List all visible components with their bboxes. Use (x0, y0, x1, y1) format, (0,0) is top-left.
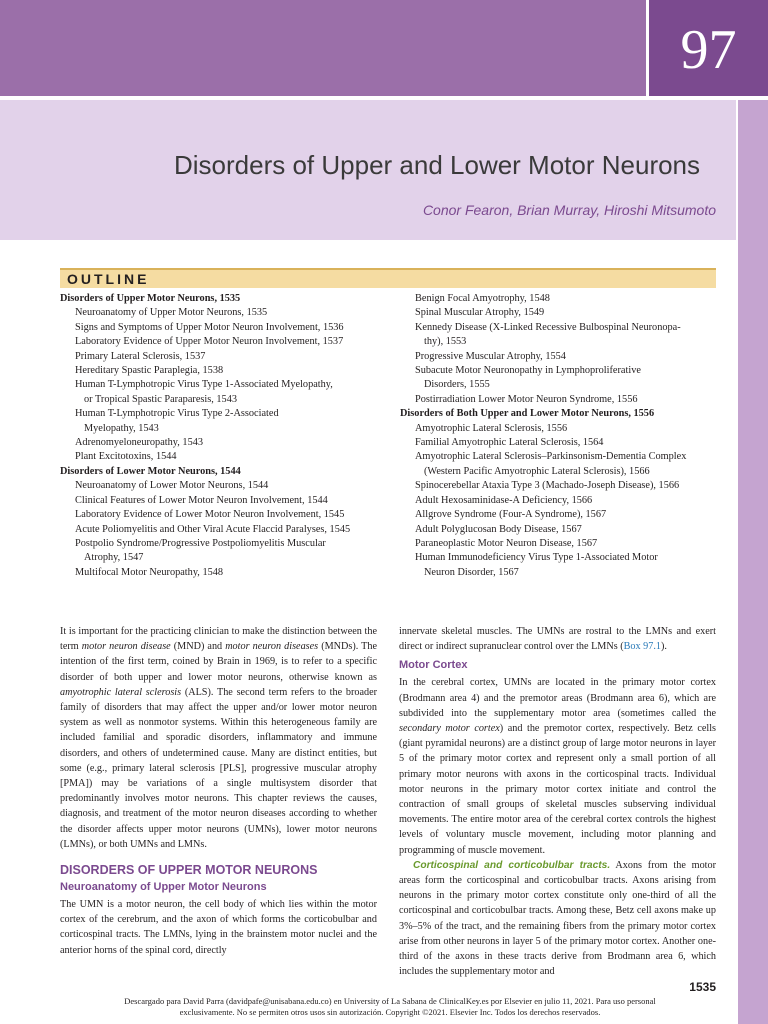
outline-right-column (400, 292, 716, 580)
body-left-column (60, 624, 377, 958)
outline-entry[interactable]: Laboratory Evidence of Lower Motor Neuron Involvement, 1545 (75, 509, 345, 521)
chapter-number: 97 (680, 19, 737, 81)
outline-left-column (60, 292, 390, 580)
outline-entry[interactable]: Laboratory Evidence of Upper Motor Neuron Involvement, 1537 (75, 336, 344, 348)
outline-entry[interactable]: Adult Hexosaminidase-A Deficiency, 1566 (415, 494, 593, 506)
outline-header-bar (60, 268, 716, 288)
intro-paragraph: It is important for the practicing clinician to make the distinction between the term motor neuron disease (MND) and motor neuron diseases (MNDs). The intention of the first term, coined by Brain in 1969, is to refer to a specific disorder of both upper and lower motor neurons, otherwise known as amyotrophic lateral sclerosis (ALS). The second term refers to the broader family of disorders that may affect the upper and/or lower motor neuron system as well as nonmotor systems. Within this heterogeneous family are included familial and sporadic disorders, inflammatory and immune disorders, and others of undetermined cause. Many are distinct entities, but some (e.g., primary lateral sclerosis [PLS], progressive muscular atrophy [PMA]) may be variations of a single multisystem disorder that predominantly involves motor neurons. This chapter reviews the causes, diagnosis, and treatment of the motor neuron diseases according to whether the disorder affects upper motor neurons (UMNs), lower motor neurons (LMNs), or both UMNs and LMNs. (60, 626, 377, 850)
outline-entry[interactable]: Spinocerebellar Ataxia Type 3 (Machado-Joseph Disease), 1566 (415, 480, 680, 492)
outline-entry[interactable]: Postpolio Syndrome/Progressive Postpoliomyelitis Muscular (75, 537, 326, 549)
outline-entry[interactable]: Atrophy, 1547 (84, 552, 144, 564)
motor-cortex-paragraph: In the cerebral cortex, UMNs are located in the primary motor cortex (Brodmann area 4) and the premotor areas (Brodmann area 6), which are subdivided into the supplementary motor area (sometimes called the secondary motor cortex) and the premotor cortex, respectively. Betz cells (giant pyramidal neurons) are a distinct group of large motor neurons in layer 5 of the primary motor cortex and represent only a small portion of all primary motor neurons with axons in the corticospinal tracts. Individual motor neurons in the primary motor cortex initiate and control the contraction of small groups of skeletal muscles subserving individual movements. The entire motor area of the cerebral cortex controls the highest levels of voluntary muscle movement, including motor planning and programming of muscle movement. (399, 677, 716, 856)
outline-entry[interactable]: Neuroanatomy of Upper Motor Neurons, 1535 (75, 307, 268, 319)
outline-entry[interactable]: Subacute Motor Neuronopathy in Lymphoproliferative (415, 365, 641, 377)
continuation-paragraph: innervate skeletal muscles. The UMNs are rostral to the LMNs and exert direct or indirect supranuclear control over the LMNs (Box 97.1). (399, 626, 716, 653)
outline-entry[interactable]: Kennedy Disease (X-Linked Recessive Bulbospinal Neuronopa- (415, 321, 681, 333)
outline-entry[interactable]: Paraneoplastic Motor Neuron Disease, 1567 (415, 537, 598, 549)
outline-entry[interactable]: Allgrove Syndrome (Four-A Syndrome), 1567 (415, 509, 607, 521)
box-link[interactable]: Box 97.1 (623, 641, 661, 653)
outline-entry[interactable]: Adult Polyglucosan Body Disease, 1567 (415, 523, 582, 535)
outline-label: OUTLINE (67, 271, 150, 287)
outline-entry[interactable]: Spinal Muscular Atrophy, 1549 (415, 307, 545, 319)
outline-entry[interactable]: Amyotrophic Lateral Sclerosis, 1556 (415, 422, 568, 434)
outline-entry[interactable]: Amyotrophic Lateral Sclerosis–Parkinsonism-Dementia Complex (415, 451, 687, 463)
outline-entry[interactable]: Human Immunodeficiency Virus Type 1-Associated Motor (415, 552, 658, 564)
section-heading: DISORDERS OF UPPER MOTOR NEURONS (60, 863, 318, 878)
outline-entry[interactable]: Acute Poliomyelitis and Other Viral Acute Flaccid Paralyses, 1545 (75, 523, 351, 535)
outline-entry[interactable]: Hereditary Spastic Paraplegia, 1538 (75, 365, 224, 377)
outline-entry[interactable]: Primary Lateral Sclerosis, 1537 (75, 350, 206, 362)
page-number: 1535 (689, 980, 716, 994)
outline-entry[interactable]: Clinical Features of Lower Motor Neuron Involvement, 1544 (75, 494, 328, 506)
outline-section-heading[interactable]: Disorders of Both Upper and Lower Motor Neurons, 1556 (400, 408, 655, 420)
chapter-title: Disorders of Upper and Lower Motor Neurons (174, 150, 701, 180)
download-footer: Descargado para David Parra (davidpafe@unisabana.edu.co) en University of La Sabana de ClinicalKey.es por Elsevier en julio 11, 2021. Para uso personal exclusivamente. No se permiten otros usos sin autorización. Copyright ©2021. Elsevier Inc. Todos los derechos reservados. (124, 996, 656, 1017)
outline-entry[interactable]: Neuroanatomy of Lower Motor Neurons, 1544 (75, 480, 269, 492)
chapter-authors: Conor Fearon, Brian Murray, Hiroshi Mitsumoto (422, 202, 716, 218)
outline-entry[interactable]: Multifocal Motor Neuropathy, 1548 (75, 566, 224, 578)
tracts-paragraph: Corticospinal and corticobulbar tracts. Axons from the motor areas form the corticospinal and corticobulbar tracts. Axons arising from neurons in the primary motor cortex constitute only one-third of all the corticospinal and corticobulbar tracts. Among these, Betz cell axons make up 3%–5% of the tract, and the remaining fibers from the primary motor cortex arise from other neurons in layer 5 of the primary motor cortex. Another one-third of the axons in these tracts derive from Brodmann area 6, which includes the supplementary motor and (399, 859, 717, 978)
umn-paragraph: The UMN is a motor neuron, the cell body of which lies within the motor cortex of the cerebrum, and the axon of which forms the corticobulbar and corticospinal tracts. The LMNs, lying in the brainstem motor nuclei and the anterior horns of the spinal cord, directly (60, 899, 377, 956)
outline-entry[interactable]: Progressive Muscular Atrophy, 1554 (415, 350, 566, 362)
outline-entry[interactable]: Plant Excitotoxins, 1544 (75, 451, 177, 463)
outline-entry[interactable]: (Western Pacific Amyotrophic Lateral Sclerosis), 1566 (424, 465, 650, 477)
outline-entry[interactable]: Benign Focal Amyotrophy, 1548 (415, 293, 550, 304)
outline-entry[interactable]: Familial Amyotrophic Lateral Sclerosis, 1564 (415, 437, 604, 449)
outline-entry[interactable]: Adrenomyeloneuropathy, 1543 (75, 437, 204, 449)
outline-entry[interactable]: Postirradiation Lower Motor Neuron Syndrome, 1556 (415, 393, 638, 405)
outline-entry[interactable]: Signs and Symptoms of Upper Motor Neuron Involvement, 1536 (75, 321, 344, 333)
outline-entry[interactable]: Human T-Lymphotropic Virus Type 2-Associated (75, 408, 279, 420)
chapter-number-box (646, 0, 768, 96)
outline-entry[interactable]: Disorders, 1555 (424, 379, 490, 391)
outline-entry[interactable]: or Tropical Spastic Paraparesis, 1543 (84, 393, 238, 405)
outline-section-heading[interactable]: Disorders of Upper Motor Neurons, 1535 (60, 293, 241, 304)
outline-section-heading[interactable]: Disorders of Lower Motor Neurons, 1544 (60, 465, 241, 477)
outline-entry[interactable]: Human T-Lymphotropic Virus Type 1-Associated Myelopathy, (75, 379, 333, 391)
body-right-column (399, 624, 716, 979)
side-color-strip (738, 100, 768, 1024)
outline-entry[interactable]: Myelopathy, 1543 (84, 422, 159, 434)
subsection-heading: Neuroanatomy of Upper Motor Neurons (60, 881, 267, 894)
outline-entry[interactable]: Neuron Disorder, 1567 (424, 566, 519, 578)
motor-cortex-heading: Motor Cortex (399, 659, 468, 672)
tracts-heading: Corticospinal and corticobulbar tracts. (413, 859, 611, 871)
outline-entry[interactable]: thy), 1553 (424, 336, 467, 348)
